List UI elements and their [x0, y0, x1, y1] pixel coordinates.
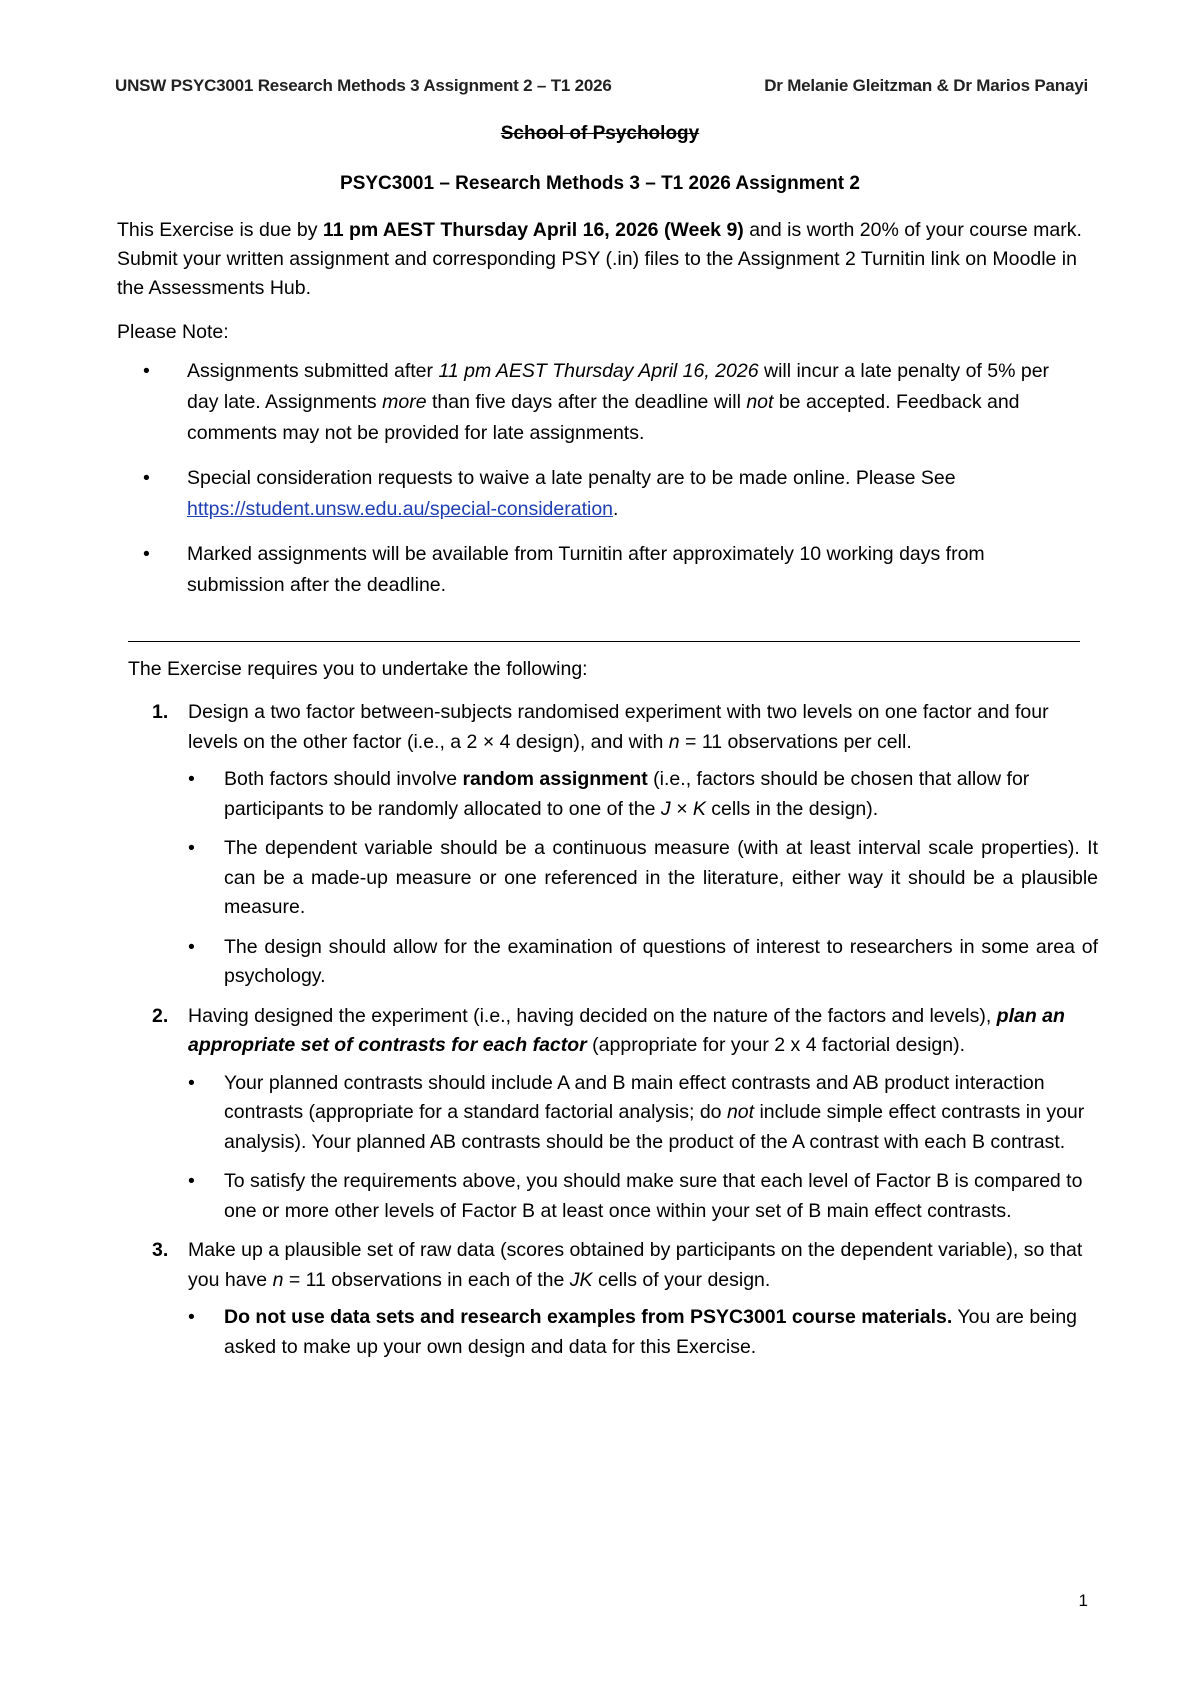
course-title: PSYC3001 – Research Methods 3 – T1 2026 Assignment 2	[340, 173, 860, 194]
task-list	[128, 698, 1098, 1372]
list-item: • Special consideration requests to waive a late penalty are to be made online. Please See https://student.unsw.edu.au/special-consideration.	[117, 463, 1077, 525]
bullet-icon: •	[188, 1170, 195, 1192]
list-item: • To satisfy the requirements above, you should make sure that each level of Factor B is compared to one or more other levels of Factor B at least once within your set of B main effect contrasts.	[188, 1167, 1098, 1226]
list-item: • Both factors should involve random assignment (i.e., factors should be chosen that allow for participants to be randomly allocated to one of the J × K cells in the design).	[188, 765, 1098, 824]
list-item: • Assignments submitted after 11 pm AEST Thursday April 16, 2026 will incur a late penalty of 5% per day late. Assignments more than five days after the deadline will not be accepted. Feedback and comments may not be provided for late assignments.	[117, 356, 1077, 449]
special-consideration-link[interactable]: https://student.unsw.edu.au/special-consideration	[187, 498, 614, 520]
list-item: • Your planned contrasts should include A and B main effect contrasts and AB product interaction contrasts (appropriate for a standard factorial analysis; do not include simple effect contrasts in your analysis). Your planned AB contrasts should be the product of the A contrast with each B contrast.	[188, 1069, 1098, 1158]
exercise-intro: The Exercise requires you to undertake the following:	[128, 658, 588, 680]
bullet-icon: •	[143, 467, 150, 489]
bullet-icon: •	[188, 935, 195, 958]
sub-list	[188, 1069, 1098, 1227]
please-note-label: Please Note:	[117, 321, 229, 343]
task-item: 3. Make up a plausible set of raw data (scores obtained by participants on the dependent variable), so that you have n = 11 observations in each of the JK cells of your design. • Do not use data sets and research examples from PSYC3001 course materials. You are being asked to make up your own design and data for this Exercise.	[128, 1236, 1098, 1362]
notes-list	[117, 356, 1077, 615]
bullet-icon: •	[188, 1306, 195, 1328]
bullet-icon: •	[143, 543, 150, 565]
intro-paragraph: This Exercise is due by 11 pm AEST Thursday April 16, 2026 (Week 9) and is worth 20% of your course mark. Submit your written assignment and corresponding PSY (.in) files to the Assignment 2 Turnitin link on Moodle in the Assessments Hub.	[117, 219, 1082, 299]
list-item: • The design should allow for the examination of questions of interest to researchers in some area of psychology.	[188, 933, 1098, 992]
bullet-icon: •	[188, 837, 195, 859]
sub-list	[188, 1303, 1098, 1362]
task-item: 2. Having designed the experiment (i.e., having decided on the nature of the factors and levels), plan an appropriate set of contrasts for each factor (appropriate for your 2 x 4 factorial design). • Your planned contrasts should include A and B main effect contrasts and AB product interaction contrasts (appropriate for a standard factorial analysis; do not include simple effect contrasts in your analysis). Your planned AB contrasts should be the product of the A contrast with each B contrast. • To satisfy the requirements above, you should make sure that each level of Factor B is compared to one or more other levels of Factor B at least once within your set of B main effect contrasts.	[128, 1002, 1098, 1227]
list-item: • The dependent variable should be a continuous measure (with at least interval scale properties). It can be a made-up measure or one referenced in the literature, either way it should be a plausible measure.	[188, 834, 1098, 923]
bullet-icon: •	[188, 768, 195, 790]
school-heading: School of Psychology	[500, 123, 700, 144]
task-number: 3.	[152, 1239, 169, 1261]
header-right: Dr Melanie Gleitzman & Dr Marios Panayi	[764, 76, 1088, 95]
list-item: • Do not use data sets and research examples from PSYC3001 course materials. You are being asked to make up your own design and data for this Exercise.	[188, 1303, 1098, 1362]
task-number: 2.	[152, 1004, 169, 1027]
divider	[128, 641, 1080, 642]
bullet-icon: •	[188, 1071, 195, 1094]
header-left: UNSW PSYC3001 Research Methods 3 Assignment 2 – T1 2026	[115, 76, 612, 95]
page-number: 1	[1078, 1591, 1088, 1610]
sub-list	[188, 765, 1098, 992]
task-number: 1.	[152, 701, 169, 723]
bullet-icon: •	[143, 360, 150, 382]
task-item: 1. Design a two factor between-subjects randomised experiment with two levels on one factor and four levels on the other factor (i.e., a 2 × 4 design), and with n = 11 observations per cell. • Both factors should involve random assignment (i.e., factors should be chosen that allow for participants to be randomly allocated to one of the J × K cells in the design). • The dependent variable should be a continuous measure (with at least interval scale properties). It can be a made-up measure or one referenced in the literature, either way it should be a plausible measure. • The design should allow for the examination of questions of interest to researchers in some area of psychology.	[128, 698, 1098, 992]
list-item: • Marked assignments will be available from Turnitin after approximately 10 working days from submission after the deadline.	[117, 539, 1077, 601]
